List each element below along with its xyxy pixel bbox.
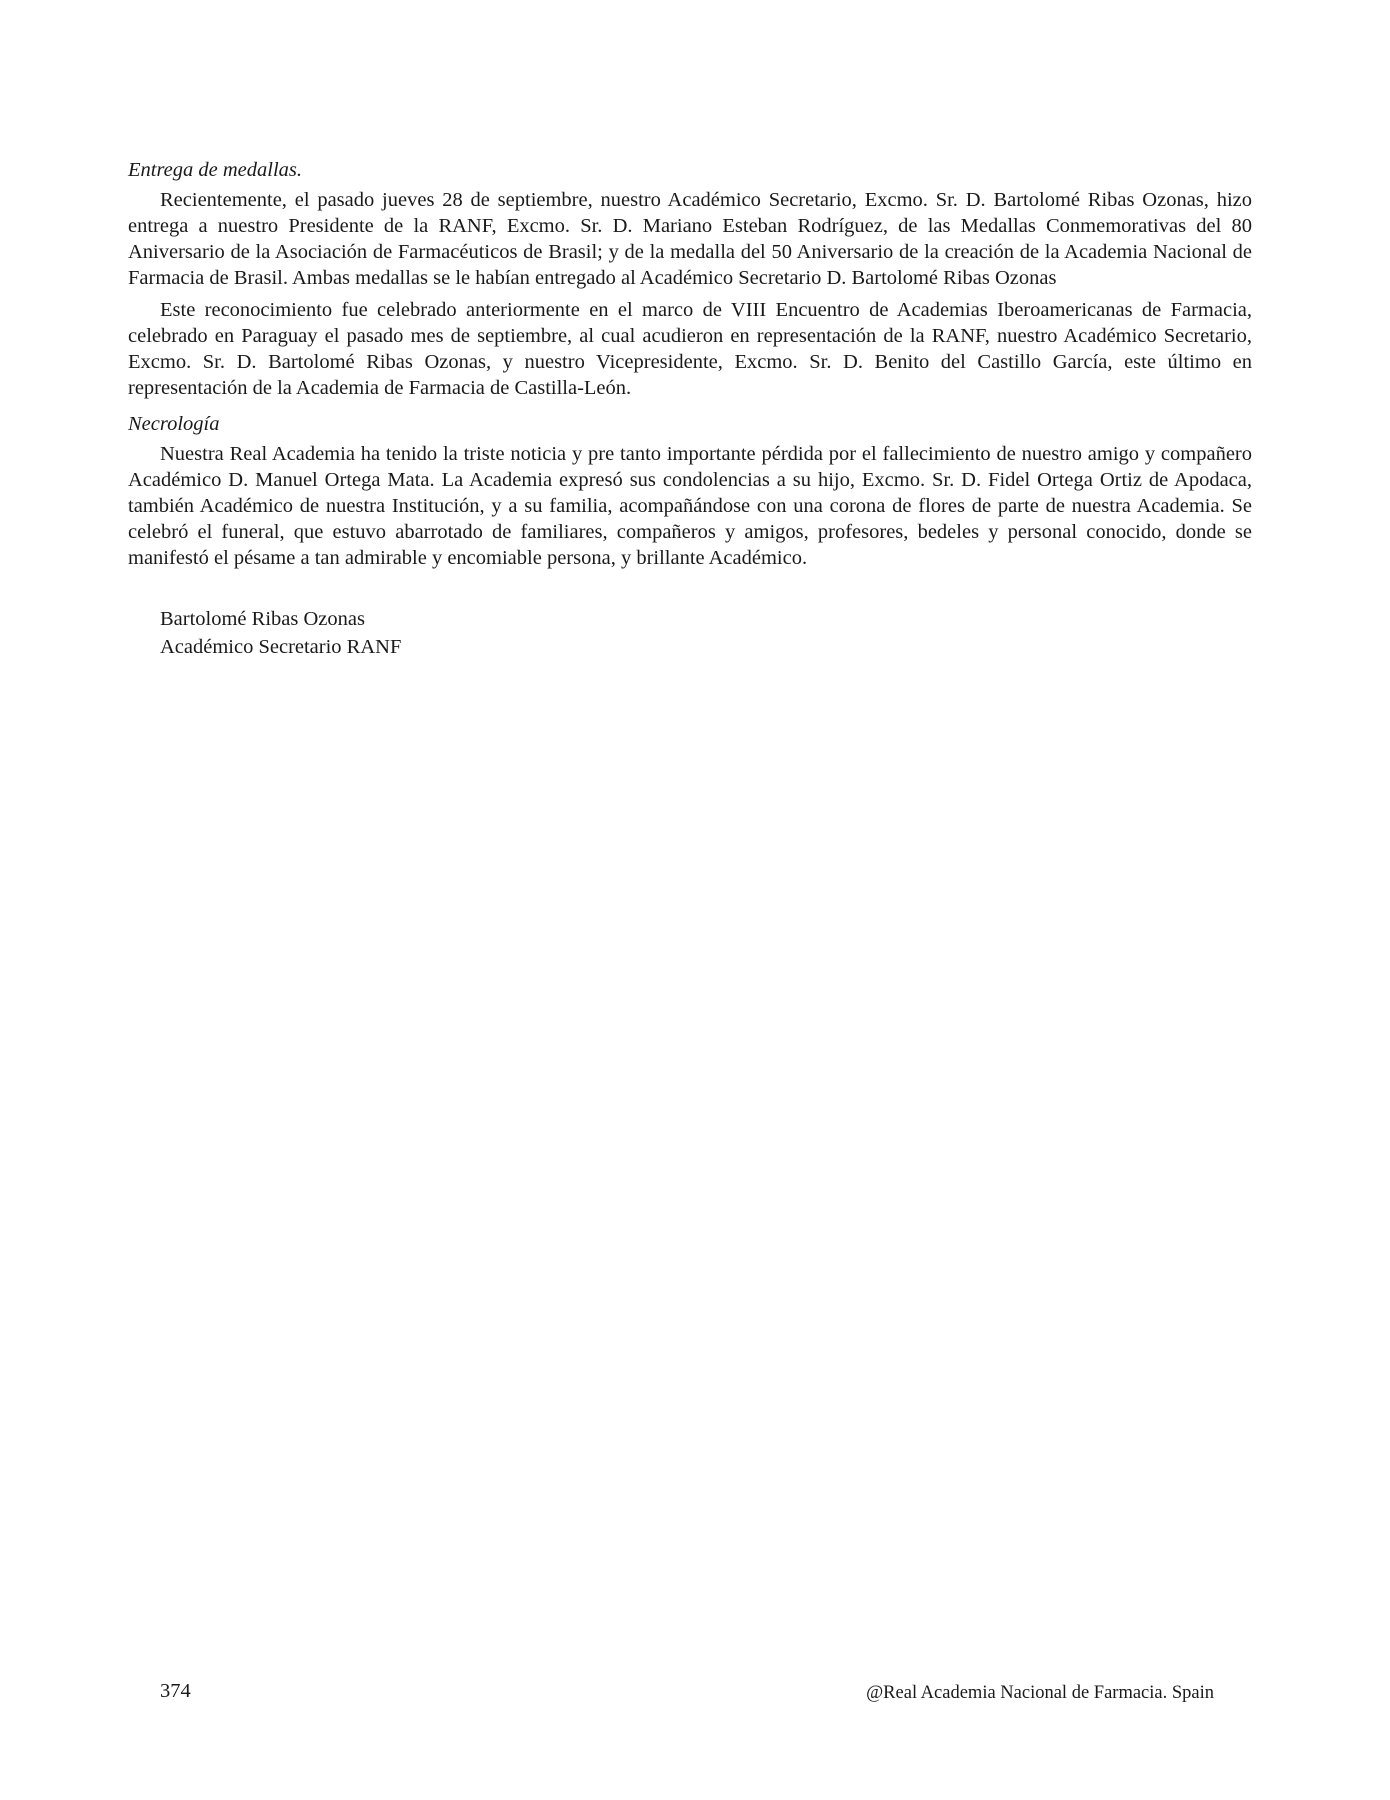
- footer-copyright: @Real Academia Nacional de Farmacia. Spain: [866, 1683, 1214, 1703]
- paragraph: Este reconocimiento fue celebrado anteriormente en el marco de VIII Encuentro de Academias Iberoamericanas de Farmacia, celebrado en Paraguay el pasado mes de septiembre, al cual acudieron en representación de la RANF, nuestro Académico Secretario, Excmo. Sr. D. Bartolomé Ribas Ozonas, y nuestro Vicepresidente, Excmo. Sr. D. Benito del Castillo García, este último en representación de la Academia de Farmacia de Castilla-León.: [128, 299, 1252, 399]
- paragraph: Recientemente, el pasado jueves 28 de septiembre, nuestro Académico Secretario, Excmo. Sr. D. Bartolomé Ribas Ozonas, hizo entrega a nuestro Presidente de la RANF, Excmo. Sr. D. Mariano Esteban Rodríguez, de las Medallas Conmemorativas del 80 Aniversario de la Asociación de Farmacéuticos de Brasil; y de la medalla del 50 Aniversario de la creación de la Academia Nacional de Farmacia de Brasil. Ambas medallas se le habían entregado al Académico Secretario D. Bartolomé Ribas Ozonas: [128, 189, 1252, 289]
- article-body: [128, 157, 1252, 661]
- signature-name: Bartolomé Ribas Ozonas: [160, 608, 365, 630]
- paragraph: Nuestra Real Academia ha tenido la triste noticia y pre tanto importante pérdida por el fallecimiento de nuestro amigo y compañero Académico D. Manuel Ortega Mata. La Academia expresó sus condolencias a su hijo, Excmo. Sr. D. Fidel Ortega Ortiz de Apodaca, también Académico de nuestra Institución, y a su familia, acompañándose con una corona de flores de parte de nuestra Academia. Se celebró el funeral, que estuvo abarrotado de familiares, compañeros y amigos, profesores, bedeles y personal conocido, donde se manifestó el pésame a tan admirable y encomiable persona, y brillante Académico.: [128, 443, 1252, 569]
- signature-block: [128, 605, 1252, 661]
- signature-role: Académico Secretario RANF: [160, 636, 402, 658]
- section-title-medallas: Entrega de medallas.: [128, 159, 303, 181]
- page-number: 374: [160, 1680, 191, 1702]
- section-title-necrologia: Necrología: [128, 413, 220, 435]
